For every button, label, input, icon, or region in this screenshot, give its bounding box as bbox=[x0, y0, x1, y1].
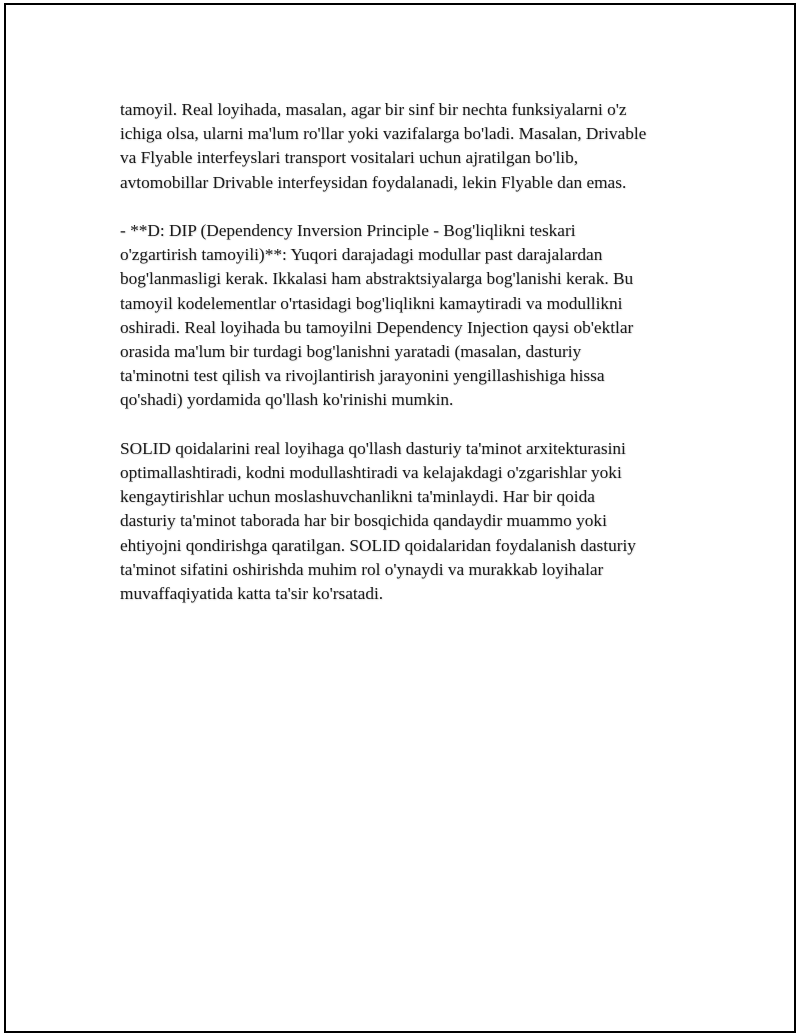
paragraph-isp-example bbox=[120, 98, 700, 195]
text-line: ta'minotni test qilish va rivojlantirish jarayonini yengillashishiga hissa bbox=[120, 366, 605, 386]
text-line: qo'shadi) yordamida qo'llash ko'rinishi mumkin. bbox=[120, 390, 454, 410]
document-body bbox=[120, 98, 700, 606]
text-line: avtomobillar Drivable interfeysidan foydalanadi, lekin Flyable dan emas. bbox=[120, 172, 627, 192]
text-line: ta'minot sifatini oshirishda muhim rol o'ynaydi va murakkab loyihalar bbox=[120, 559, 604, 579]
paragraph-dip bbox=[120, 219, 700, 413]
text-line: SOLID qoidalarini real loyihaga qo'llash dasturiy ta'minot arxitekturasini bbox=[120, 438, 626, 458]
paragraph-solid-summary bbox=[120, 437, 700, 606]
text-line: tamoyil. Real loyihada, masalan, agar bir sinf bir nechta funksiyalarni o'z bbox=[120, 100, 627, 119]
text-line: tamoyil kodelementlar o'rtasidagi bog'liqlikni kamaytiradi va modullikni bbox=[120, 293, 623, 313]
text-line: va Flyable interfeyslari transport vositalari uchun ajratilgan bo'lib, bbox=[120, 148, 579, 168]
text-line: dasturiy ta'minot taborada har bir bosqichida qandaydir muammo yoki bbox=[120, 511, 607, 531]
document-page bbox=[4, 3, 796, 1033]
text-line: optimallashtiradi, kodni modullashtiradi va kelajakdagi o'zgarishlar yoki bbox=[120, 463, 622, 483]
text-line: oshiradi. Real loyihada bu tamoyilni Dependency Injection qaysi ob'ektlar bbox=[120, 317, 634, 337]
text-line: kengaytirishlar uchun moslashuvchanlikni ta'minlaydi. Har bir qoida bbox=[120, 487, 595, 507]
text-line: ichiga olsa, ularni ma'lum ro'llar yoki vazifalarga bo'ladi. Masalan, Drivable bbox=[120, 124, 647, 144]
text-line: orasida ma'lum bir turdagi bog'lanishni yaratadi (masalan, dasturiy bbox=[120, 342, 582, 362]
text-line: - **D: DIP (Dependency Inversion Principle - Bog'liqlikni teskari bbox=[120, 221, 576, 240]
text-line: o'zgartirish tamoyili)**: Yuqori darajadagi modullar past darajalardan bbox=[120, 245, 603, 265]
text-line: ehtiyojni qondirishga qaratilgan. SOLID qoidalaridan foydalanish dasturiy bbox=[120, 535, 636, 555]
text-line: bog'lanmasligi kerak. Ikkalasi ham abstraktsiyalarga bog'lanishi kerak. Bu bbox=[120, 269, 634, 289]
text-line: muvaffaqiyatida katta ta'sir ko'rsatadi. bbox=[120, 584, 384, 604]
